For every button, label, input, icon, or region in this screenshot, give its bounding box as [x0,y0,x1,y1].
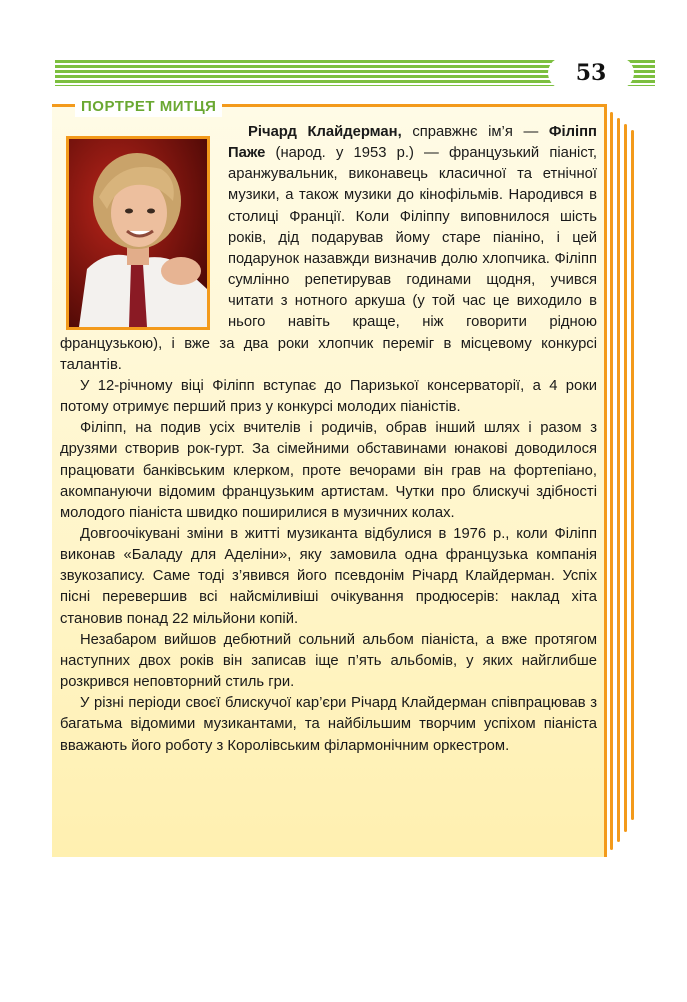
section-label: ПОРТРЕТ МИТЦЯ [75,97,222,117]
page-number: 53 [548,57,634,89]
article-paragraph-3: Філіпп, на подив усіх вчителів і родичів, обрав інший шлях і разом з друзями створив рок-гурт. За сімейними обставинами юнакові доводилося працювати банківським клерком, проте вечорами він грав на фортепіано, акомпануючи відомим французьким артистам. Чутки про блискучі здібності молодого піаніста швидко поширилися в музичних колах. [60,420,597,521]
portrait-spacer [60,122,228,330]
page-edge-1 [610,112,613,850]
article-paragraph-6: У різні періоди своєї блискучої кар’єри Річард Клайдерман співпрацював з багатьма відомими музикантами, та найбільшим творчим успіхом піаніста вважають його роботу з Королівським філармонічним оркестром. [60,695,597,754]
article-text [60,122,597,757]
article-paragraph-2: У 12-річному віці Філіпп вступає до Паризької консерваторії, а 4 роки потому отримує перший приз у конкурсі молодих піаністів. [60,377,597,416]
intro-rest-text: (народ. у 1953 р.) — французький піаніст, аранжувальник, виконавець класичної та етнічної музики, а також музики до кінофільмів. Народився в столиці Франції. Коли Філіппу виповнилося шість років, дід подарував йому старе піаніно, і цей подарунок назавжди визначив долю хлопчика. Філіпп сумлінно репетирував годинами щодня, учився читати з нотного аркуша (у той час це виходило в нього навіть краще, ніж говорити рідною французькою), і вже за два роки хлопчик переміг в місцевому конкурсі талантів. [60,145,597,373]
article-paragraph-4: Довгоочікувані зміни в житті музиканта відбулися в 1976 р., коли Філіпп виконав «Баладу для Аделіни», яку замовила одна французька компанія звукозапису. Саме тоді з’явився його псевдонім Річард Клайдерман. Успіх пісні перевершив всі найсміливіші очікування продюсерів: наклад хіта становив понад 22 мільйони копій. [60,525,597,627]
artist-name: Річард Клайдерман, [248,124,402,140]
artist-real-name: Філіпп Паже [228,124,597,162]
page-edge-4 [631,130,634,820]
page-edge-2 [617,118,620,842]
article-paragraph-5: Незабаром вийшов дебютний сольний альбом піаніста, а вже протягом наступних двох років він записав іще п’ять альбомів, у яких найглибше розкрився неповторний стиль гри. [60,631,597,691]
page-edge-3 [624,124,627,832]
intro-text: справжнє ім’я — [401,124,549,140]
